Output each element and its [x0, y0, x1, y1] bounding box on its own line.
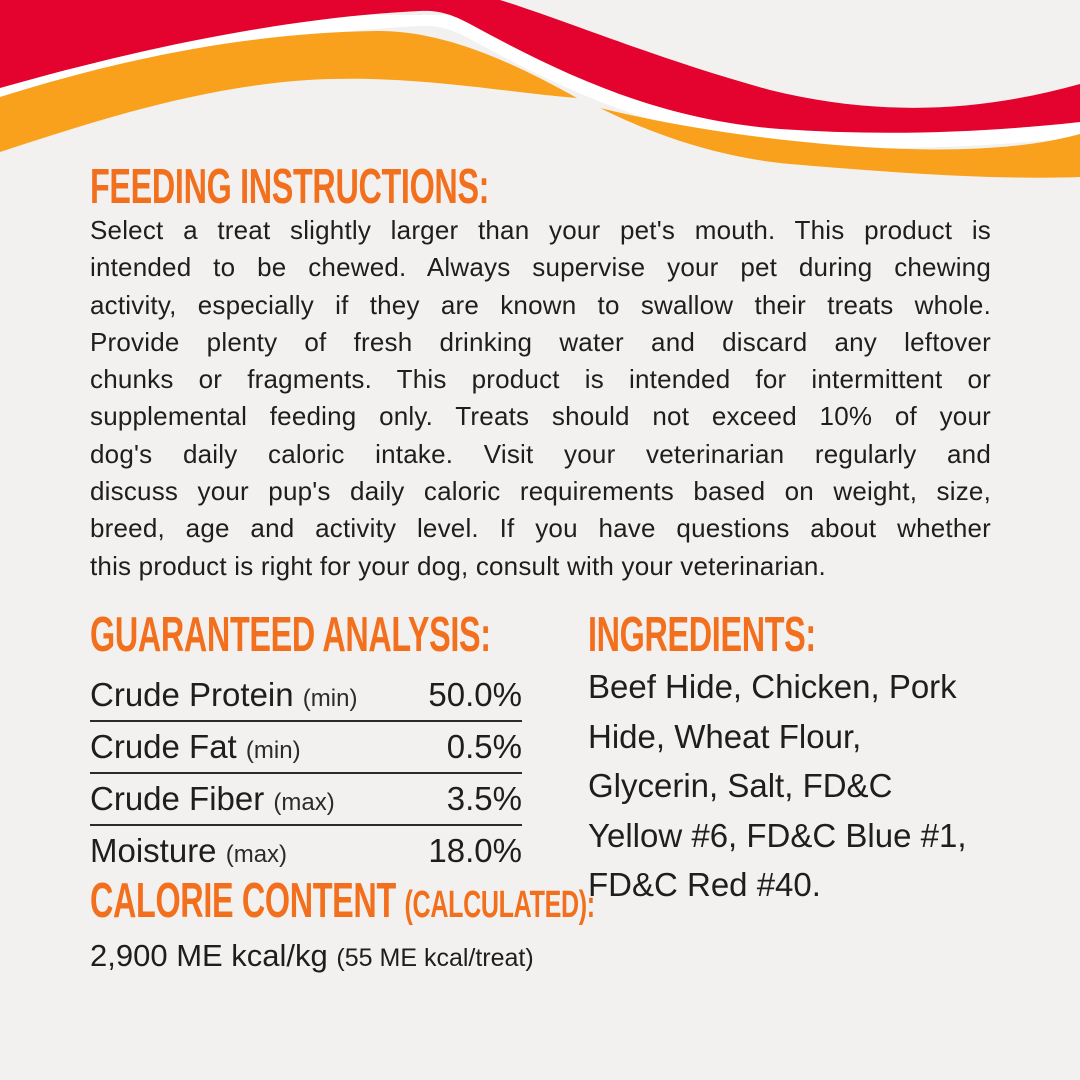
nutrient-label — [90, 722, 301, 776]
paragraph-line: activity, especially if they are known to swallow their treats whole. — [90, 289, 991, 320]
paragraph-line: Provide plenty of fresh drinking water and discard any leftover — [90, 326, 991, 357]
paragraph-line: Select a treat slightly larger than your pet's mouth. This product is — [90, 215, 991, 245]
nutrient-name: Crude Protein — [90, 676, 294, 713]
nutrient-value: 0.5% — [446, 728, 522, 765]
table-row — [90, 774, 522, 826]
nutrient-name: Crude Fat — [90, 728, 237, 765]
ingredients-line: Yellow #6, FD&C Blue #1, — [588, 816, 967, 854]
nutrient-label — [90, 670, 357, 724]
nutrient-value: 50.0% — [428, 676, 522, 713]
nutrient-name: Crude Fiber — [90, 780, 265, 817]
paragraph-line: this product is right for your dog, consult with your veterinarian. — [90, 550, 826, 581]
paragraph-line: supplemental feeding only. Treats should not exceed 10% of your — [90, 401, 991, 432]
nutrient-name: Moisture — [90, 832, 217, 869]
table-row — [90, 826, 522, 876]
ingredients-heading: INGREDIENTS: — [588, 608, 816, 662]
nutrient-label — [90, 774, 335, 828]
paragraph-line: breed, age and activity level. If you have questions about whether — [90, 513, 991, 544]
nutrient-value: 18.0% — [428, 832, 522, 869]
paragraph-line: chunks or fragments. This product is intended for intermittent or — [90, 364, 991, 395]
ingredients-list — [588, 662, 1008, 910]
nutrient-qualifier: (min) — [302, 685, 358, 712]
feeding-instructions-paragraph — [90, 212, 991, 585]
paragraph-line: intended to be chewed. Always supervise your pet during chewing — [90, 252, 991, 283]
ingredients-line: Glycerin, Salt, FD&C — [588, 767, 893, 804]
calorie-heading-main: CALORIE CONTENT — [90, 874, 396, 928]
calorie-heading-note: (CALCULATED): — [404, 884, 595, 926]
nutrient-qualifier: (max) — [225, 841, 288, 868]
guaranteed-analysis-table — [90, 670, 522, 876]
nutrient-qualifier: (max) — [273, 789, 335, 816]
ingredients-line: FD&C Red #40. — [588, 866, 821, 903]
feeding-instructions-heading: FEEDING INSTRUCTIONS: — [90, 160, 490, 214]
nutrient-label — [90, 826, 287, 880]
nutrient-value: 3.5% — [446, 780, 522, 817]
calorie-content-value — [90, 938, 534, 974]
table-row — [90, 670, 522, 722]
calorie-kcal-value: 2,900 ME kcal/kg — [90, 938, 328, 973]
table-row — [90, 722, 522, 774]
ingredients-line: Hide, Wheat Flour, — [588, 717, 862, 755]
paragraph-line: dog's daily caloric intake. Visit your veterinarian regularly and — [90, 438, 991, 469]
ingredients-line: Beef Hide, Chicken, Pork — [588, 668, 957, 705]
calorie-per-treat-note: (55 ME kcal/treat) — [336, 944, 534, 972]
guaranteed-analysis-heading: GUARANTEED ANALYSIS: — [90, 608, 491, 662]
nutrient-qualifier: (min) — [245, 737, 301, 764]
paragraph-line: discuss your pup's daily caloric requirements based on weight, size, — [90, 476, 991, 507]
